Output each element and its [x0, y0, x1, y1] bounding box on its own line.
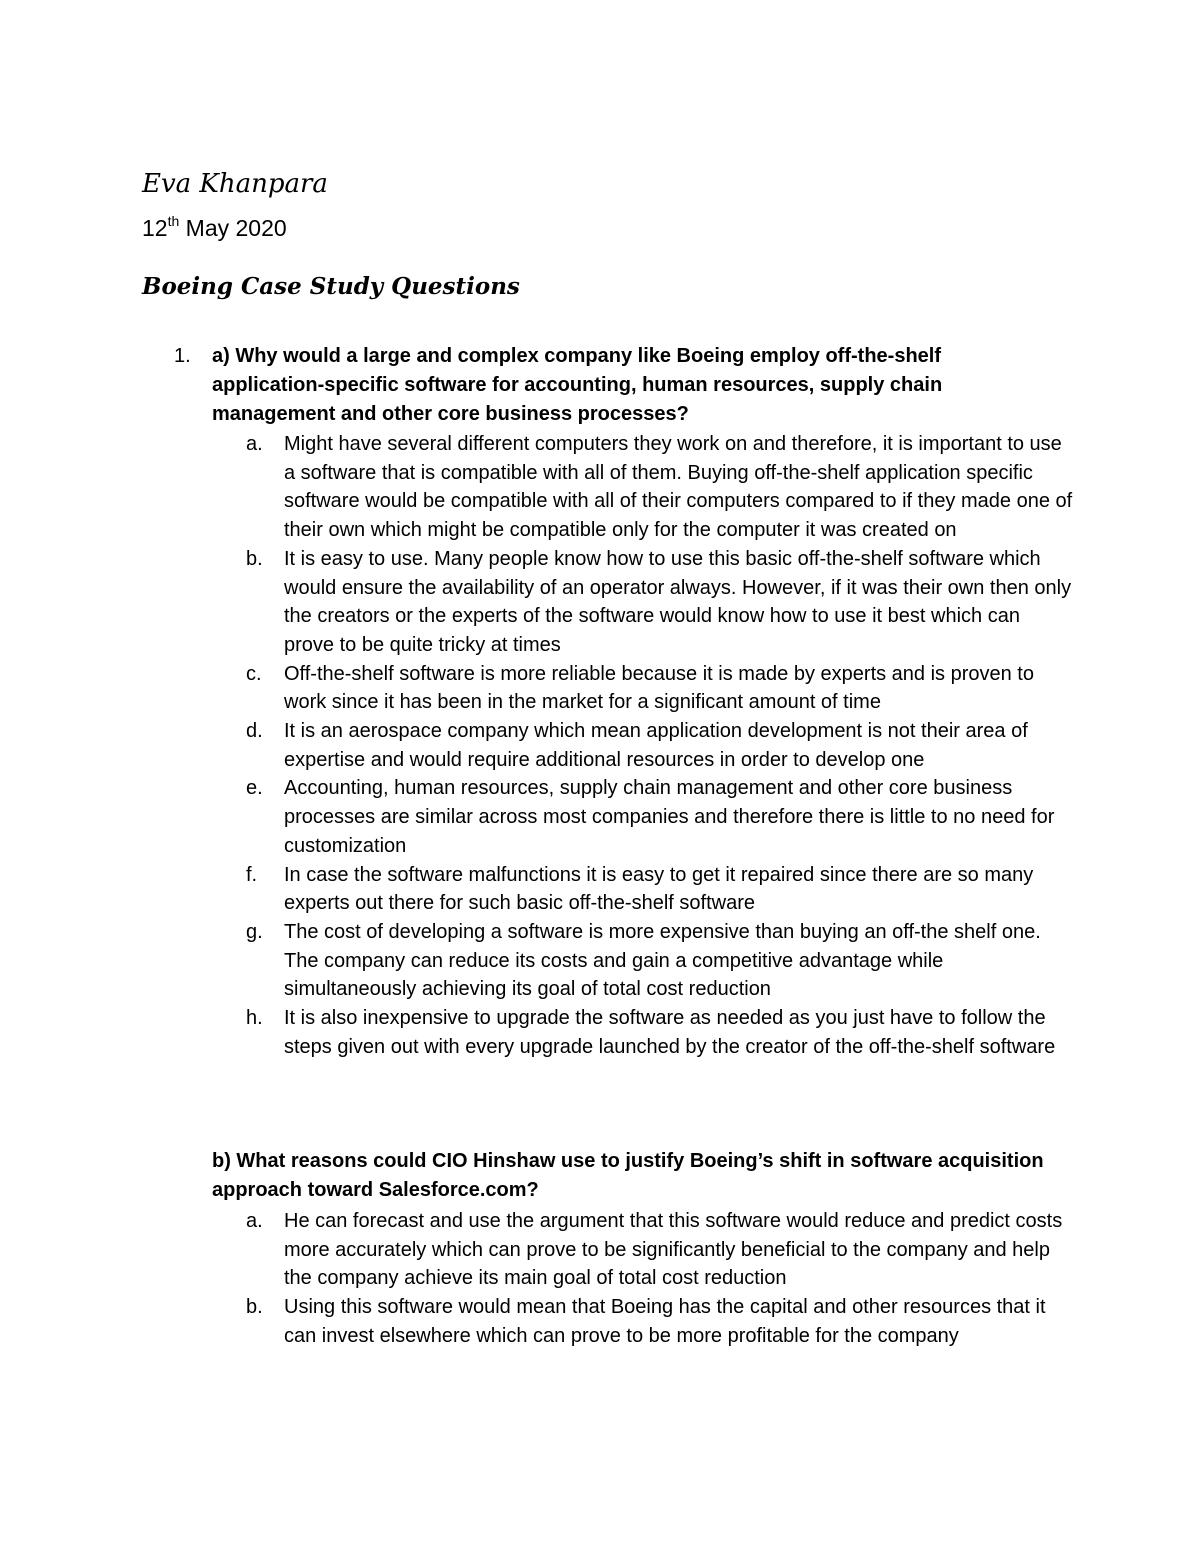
- answer-text: Might have several different computers they work on and therefore, it is important to use a software that is compatible with all of them. Buying off-the-shelf application specific software would be compatible with all of their computers compared to if they made one of their own which might be compatible only for the computer it was created on: [284, 433, 1073, 542]
- answer-item: [0, 1207, 1074, 1293]
- answer-text: He can forecast and use the argument that this software would reduce and predict costs more accurately which can prove to be significantly beneficial to the company and help the company achieve its main goal of total cost reduction: [284, 1210, 1063, 1290]
- answer-text: Accounting, human resources, supply chain management and other core business processes are similar across most companies and therefore there is little to no need for customization: [284, 777, 1055, 857]
- date-day: 12: [142, 215, 168, 241]
- answer-item: [0, 774, 1074, 860]
- answer-item: [0, 545, 1074, 660]
- answer-letter: d.: [246, 720, 263, 743]
- date-suffix: th: [167, 213, 180, 230]
- answer-text: It is also inexpensive to upgrade the software as needed as you just have to follow the steps given out with every upgrade launched by the creator of the off-the-shelf software: [284, 1007, 1056, 1058]
- answer-letter: b.: [246, 547, 263, 570]
- answer-text: It is easy to use. Many people know how to use this basic off-the-shelf software which would ensure the availability of an operator always. However, if it was their own then only the creators or the experts of the software would know how to use it best which can prove to be quite tricky at times: [284, 547, 1072, 656]
- document-title: Boeing Case Study Questions: [142, 273, 520, 300]
- answer-letter: h.: [246, 1007, 263, 1030]
- answer-letter: f.: [246, 863, 258, 886]
- answer-letter: b.: [246, 1296, 263, 1319]
- document-date: [142, 211, 287, 245]
- answer-text: Using this software would mean that Boeing has the capital and other resources that it can invest elsewhere which can prove to be more profitable for the company: [284, 1296, 1046, 1347]
- answer-letter: g.: [246, 920, 263, 943]
- author-name: Eva Khanpara: [142, 169, 328, 199]
- answer-letter: a.: [246, 1210, 263, 1232]
- answer-list: [0, 1207, 1200, 1351]
- answer-list: [0, 430, 1200, 1061]
- answer-item: [0, 861, 1074, 918]
- question-text: b) What reasons could CIO Hinshaw use to justify Boeing’s shift in software acquisition approach toward Salesforce.com?: [212, 1150, 1044, 1201]
- answer-text: Off-the-shelf software is more reliable because it is made by experts and is proven to work since it has been in the market for a significant amount of time: [284, 662, 1034, 714]
- answer-letter: a.: [246, 433, 263, 455]
- answer-item: [0, 1004, 1074, 1061]
- answer-text: The cost of developing a software is more expensive than buying an off-the shelf one. The company can reduce its costs and gain a competitive advantage while simultaneously achieving its goal of total cost reduction: [284, 920, 1041, 1001]
- answer-text: In case the software malfunctions it is easy to get it repaired since there are so many experts out there for such basic off-the-shelf software: [284, 863, 1034, 915]
- answer-letter: c.: [246, 662, 262, 685]
- answer-letter: e.: [246, 777, 263, 800]
- answer-item: [0, 660, 1074, 717]
- question-text: a) Why would a large and complex company like Boeing employ off-the-shelf application-specific software for accounting, human resources, supply chain management and other core business processes?: [212, 345, 943, 425]
- answer-item: [0, 1293, 1074, 1350]
- answer-item: [0, 918, 1074, 1004]
- date-month-year: May 2020: [179, 215, 287, 241]
- question-number: 1.: [174, 345, 191, 367]
- answer-text: It is an aerospace company which mean application development is not their area of expertise and would require additional resources in order to develop one: [284, 720, 1028, 771]
- answer-item: [0, 430, 1074, 545]
- answer-item: [0, 717, 1074, 774]
